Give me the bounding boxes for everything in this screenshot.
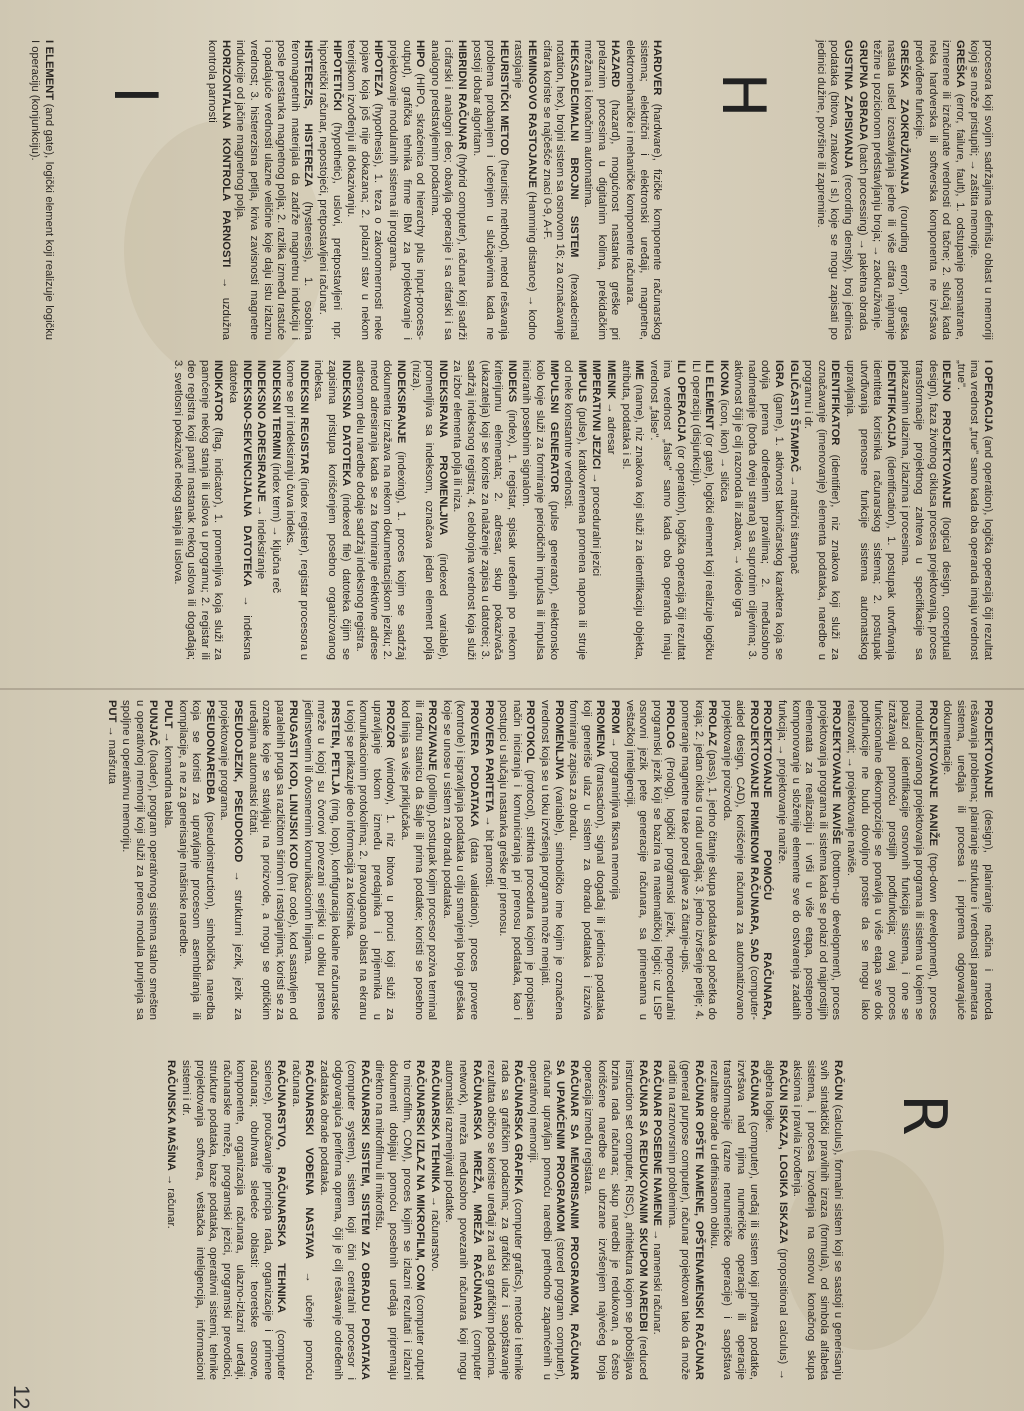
entry-definition: (calculus), formalni sistem koji se sastoji u generisanju svih sintaktički pravilnih izraza (formula), od simbola alfabeta sistema, i procesa izvođenja na osnovu konačnog skupa aksioma i pravila izvođenja. xyxy=(791,1060,844,1380)
dictionary-entry xyxy=(622,700,676,1020)
entry-definition: (identifier), niz znakova koji služi za označavanje (imenovanje) elementa podataka, naredbe u programu i dr. xyxy=(802,360,842,660)
entry-definition: (computer system), sistem koji čini centralni procesor i odgovarajuća periferna oprema, čiji je cilj rešavanje određenih zadataka obrade podataka. xyxy=(318,1060,358,1380)
dictionary-entry xyxy=(566,700,607,1020)
dictionary-entry xyxy=(618,360,645,660)
entry-term: PROZOR xyxy=(384,700,397,748)
dictionary-entry xyxy=(160,700,174,1020)
entry-term: PULT xyxy=(161,700,174,729)
entry-term: GRUPNA OBRADA xyxy=(856,40,869,141)
entry-term: PROLOG xyxy=(664,700,677,749)
dictionary-entry xyxy=(28,40,55,340)
dictionary-entry xyxy=(427,40,468,340)
dictionary-entry xyxy=(801,360,842,660)
dictionary-entry xyxy=(911,40,965,340)
entry-term: PRUGASTI KOD, LINIJSKI KOD xyxy=(287,700,300,869)
entry-term: ILI OPERACIJA xyxy=(674,360,687,442)
dictionary-entry xyxy=(561,360,588,660)
entry-definition: (game), 1. aktivnost takmičarskog karaktera koja se odvija prema određenim pravilima; 2. međusobno nadmetanje (borba dveju strana) sa suprotnim ciljevima; 3. aktivnost čiji je cilj razonoda ili zabava; → video igra xyxy=(732,360,786,660)
entry-term: IMPULSNI GENERATOR xyxy=(547,360,560,493)
entry-term: HEKSADECIMALNI BROJNI SISTEM xyxy=(567,40,580,258)
text-column-2 xyxy=(39,360,994,660)
entry-term: HORIZONTALNA KONTROLA PARNOSTI xyxy=(219,40,232,268)
entry-definition: (design), planiranje načina i metoda rešavanja problema; planiranje strukture i vrednosti parametara sistema, uređaja ili procesa i priprema odgovarajuće dokumentacije. xyxy=(941,700,994,1021)
entry-term: INDEKSNO-SEKVENCIJALNA DATOTEKA xyxy=(240,360,253,587)
entry-term: IKONA xyxy=(717,360,730,397)
dictionary-entry xyxy=(427,1060,441,1380)
entry-term: RAČUNARSKA GRAFIKA xyxy=(512,1060,525,1195)
entry-definition: (index), 1. registar, spisak uređenih po nekom kriterijumu elemenata; 2. adresar, skup pokazivača (ukazatelja) koji se koriste za nalaženje zapisa u datoteci; 3. sadržaj indeksnog registra; 4. celobrojna vrednost koja služi za izbor elementa polja ili niza. xyxy=(451,360,518,661)
entry-term: RAČUNAR OPŠTE NAMENE, OPŠTENAMENSKI RAČUNAR xyxy=(693,1060,706,1380)
entry-definition: (data validation), proces provere (kontrole) i ispravljanja podataka u cilju smanjenja broja grešaka koje se unose u sistem za obradu podataka. xyxy=(440,700,481,1020)
entry-definition: (and gate), logički element koji realizuje logičku I operaciju (konjunkciju). xyxy=(29,40,55,341)
entry-term: INDEKSNI REGISTAR xyxy=(297,360,310,475)
dictionary-entry xyxy=(268,360,282,660)
section-letter: R xyxy=(889,1094,959,1136)
entry-definition: (rounding error), greška nastala usled izostavljanja jedne ili više cifara najmanje težine u pozicionom predstavljanju broja; → zaokruživanje. xyxy=(871,40,911,340)
entry-definition: (indexing), 1. proces kojim se sadržaj dokumenta izražava na nekom dokumentacijskom jeziku; 2. metod adresiranja kada se za formiranje efektivne adrese adresnom delu naredbe dodaje sadržaj indeksnog registra. xyxy=(354,360,408,661)
entry-definition: (flag, indicator), 1. promenljiva koja služi za pamćenje nekog stanja ili uslova u programu; 2. registar ili deo registra koji pamti nastanak nekog uslova ili događaja; 3. svetlosni pokazivač nekog stanja ili uslova. xyxy=(171,360,225,660)
dictionary-entry xyxy=(164,1060,178,1380)
dictionary-entry xyxy=(843,700,938,1020)
entry-definition: (logical design, conceptual design), faza životnog ciklusa procesa projektovanja, proces transformacije projektnog zahteva u specifikacije sa prikazanim ulazima, izlazima i procesima. xyxy=(899,360,953,660)
text-column-4 xyxy=(39,1060,994,1380)
dictionary-entry xyxy=(245,700,299,1020)
entry-term: RAČUNARSKI SISTEM, SISTEM ZA OBRADU PODATAKA xyxy=(358,1060,371,1380)
entry-term: HAZARD xyxy=(609,40,622,88)
dictionary-entry xyxy=(855,40,869,340)
entry-term: IGRA xyxy=(773,360,786,388)
entry-term: RAČUNARSKA MREŽA, MREŽA RAČUNARA xyxy=(470,1060,483,1319)
entry-term: RAČUNARSTVO, RAČUNARSKA TEHNIKA xyxy=(275,1060,288,1313)
entry-term: INDEKSNO ADRESIRANJE xyxy=(255,360,268,502)
dictionary-entry xyxy=(450,360,518,660)
entry-definition: (hexadecimal notation, hex), brojni sistem sa osnovom 16; za označavanje cifara koriste se najčešće znaci 0-9, A-F. xyxy=(540,40,580,340)
entry-term: RAČUNARSKA TEHNIKA xyxy=(428,1060,441,1193)
dictionary-entry xyxy=(790,1060,844,1380)
entry-definition: (icon, ikon) → sličica xyxy=(717,399,730,502)
entry-term: INDEKSNI TERMIN xyxy=(269,360,282,460)
dictionary-entry xyxy=(603,360,617,660)
dictionary-entry xyxy=(581,1060,649,1380)
dictionary-entry xyxy=(300,700,341,1020)
entry-term: PROJEKTOVANJE xyxy=(982,700,994,798)
entry-definition: (Prolog), logički programski jezik, neproceduralni programski jezik koji se bazira na matematičkoj logici; uz LISP osnovni jezik pete generacije računara, sa primenama u veštačkoj inteligenciji. xyxy=(623,700,677,1020)
entry-term: RAČUNAR POSEBNE NAMENE xyxy=(651,1060,664,1226)
dictionary-entry xyxy=(397,700,438,1020)
page-number: 12 xyxy=(9,1385,34,1410)
dictionary-entry xyxy=(385,40,426,340)
entry-definition: (or operation), logička operacija čiji rezultat ima vrednost „false" samo kada oba operanda imaju vrednost „false". xyxy=(647,360,687,661)
entry-term: PROJEKTOVANJE NAVIŠE xyxy=(830,700,843,845)
entry-term: PUNJAČ xyxy=(147,700,160,747)
entry-term: PUT xyxy=(105,700,118,723)
entry-definition: (computer science), proučavanje principa rada, organizacije i primene računara; obuhvata sledeće oblasti: teoretske osnove, komponente, organizacija računara, ulazno-izlazni uređaji, računarske mreže, programski jezici, programski prevodioci, strukture podataka, baze podataka, operativni sistemi, tehnike projektovanja softvera, veštačka inteligencija, informacioni sistemi i dr. xyxy=(180,1060,288,1380)
dictionary-entry xyxy=(761,1060,788,1380)
entry-definition: (hypothetic), uslovi, pretpostavljeni npr. hipotetički računar, nepostojeći, pretpostavljeni računar. xyxy=(317,40,343,340)
entry-definition: → proceduralni jezici xyxy=(590,472,603,577)
entry-definition: (index register), registar procesora u kome se pri indeksiranju čuva indeks. xyxy=(284,360,310,660)
entry-term: INDEKSNA DATOTEKA xyxy=(339,360,352,487)
dictionary-entry xyxy=(496,700,537,1020)
entry-definition: (bottom-up development), proces projektovanja programa ili sistema kada se polazi od najprostijih elemenata za realizaciju i vrši u više etapa, postepeno komponovanje u složenije elemente sve do ostvarenja zadatih funkcija; → projektovanje naniže. xyxy=(776,700,843,1021)
entry-term: GUSTINA ZAPISIVANJA xyxy=(842,40,855,169)
entry-term: HIPOTETIČKI xyxy=(330,40,343,111)
dictionary-entry xyxy=(525,1060,579,1380)
dictionary-entry xyxy=(175,700,216,1020)
entry-definition: (batch processing) → paketna obrada xyxy=(856,143,869,331)
dictionary-entry xyxy=(316,1060,370,1380)
entry-term: IDEJNO PROJEKTOVANJE xyxy=(940,360,953,509)
entry-term: IMPULS xyxy=(575,360,588,403)
entry-definition: → uzdužna kontrola parnosti xyxy=(206,40,232,341)
entry-definition: (computer-aided design, CAD), korišćenje računara za automatizovano projektovanje proizvoda. xyxy=(720,700,760,1020)
entry-definition: (hazard), mogućnost nastanka greške pri prelaznim procesima u digitalnim kolima, prekidačkim mrežama i konačnim automatima. xyxy=(582,40,622,341)
dictionary-entry xyxy=(953,360,994,660)
dictionary-entry xyxy=(519,360,560,660)
entry-term: PROJEKTOVANJE POMOĆU RAČUNARA, PROJEKTOVANJE PRIMENOM RAČUNARA, SAD xyxy=(747,700,774,1020)
entry-term: IDENTIFIKACIJA xyxy=(884,360,897,449)
dictionary-entry xyxy=(940,700,994,1020)
entry-term: RAČUN xyxy=(832,1060,844,1101)
dictionary-entry xyxy=(664,1060,705,1380)
dictionary-entry xyxy=(225,360,252,660)
entry-term: PROMENA xyxy=(594,700,607,758)
entry-term: RAČUNARSKI VOĐENA NASTAVA xyxy=(303,1060,316,1259)
dictionary-entry xyxy=(315,40,342,340)
dictionary-entry xyxy=(442,1060,483,1380)
dictionary-entry xyxy=(119,700,160,1020)
entry-term: IDENTIFIKATOR xyxy=(829,360,842,446)
dictionary-entry xyxy=(688,360,715,660)
dictionary-entry xyxy=(898,360,952,660)
dictionary-entry xyxy=(786,360,800,660)
dictionary-entry xyxy=(372,1060,426,1380)
dictionary-entry xyxy=(233,40,315,340)
dictionary-entry xyxy=(344,40,385,340)
entry-term: PROTOKOL xyxy=(524,700,537,764)
entry-definition: procesora koji svojim sadržajima definišu oblast u memoriji kojoj se može pristupiti; → zaštita memorije. xyxy=(968,40,994,340)
text-column-1 xyxy=(29,40,994,341)
dictionary-entry xyxy=(650,1060,664,1380)
entry-definition: (computer), uređaj ili sistem koji prihvata podatke, izvršava nad njima numeričke operacije ili operacije transformacije (razne nenumeričke operacije) i saopštava rezultate obrade u definisanom obliku. xyxy=(707,1060,761,1380)
entry-definition: → računarstvo. xyxy=(428,1195,441,1272)
dictionary-entry xyxy=(706,1060,760,1380)
entry-term: INDIKATOR xyxy=(212,360,225,422)
section-letter: H xyxy=(708,72,779,118)
entry-term: PROJEKTOVANJE NANIŽE xyxy=(926,700,939,847)
dictionary-entry xyxy=(537,700,564,1020)
dictionary-entry xyxy=(439,700,480,1020)
dictionary-entry xyxy=(511,40,538,340)
dictionary-entry xyxy=(170,360,224,660)
entry-term: I OPERACIJA xyxy=(982,360,994,433)
dictionary-entry xyxy=(104,700,118,1020)
dictionary-entry xyxy=(481,700,495,1020)
dictionary-entry xyxy=(719,700,773,1020)
entry-definition: (top-down development), proces modularizovanog projektovanja programa ili sistema u kojem se polazi od identifikacije osnovnih funkcija sistema, i one se izražavaju pomoću prostijih podfunkcija; ovaj proces funkcionalne dekompozicije se ponavlja u više etapa sve dok podfunkcije ne budu dovoljno proste da se mogu lako realizovati; → projektovanje naviše. xyxy=(845,700,939,1020)
dictionary-entry xyxy=(283,360,310,660)
entry-definition: (transaction), signal događaj ili jedinica podataka koji generiše ulaz u sistem za obradu podataka i izaziva formiranje zapisa za obradu. xyxy=(567,700,607,1021)
dictionary-entry xyxy=(179,1060,288,1380)
dictionary-entry xyxy=(539,40,580,340)
dictionary-entry xyxy=(842,360,896,660)
entry-definition: → komandna tabla. xyxy=(161,731,174,829)
entry-definition: (window), 1. niz bitova u poruci koji služi za upravljanje tokom između predajnika i prijemnika u komunikacionim protokolima; 2. pravougaona oblast na ekranu u kojoj se prikazuje deo informacija za korisnika. xyxy=(343,700,397,1020)
entry-definition: (bar code), kod sastavljen od paralelnih pruga sa različitom širinom i rastojanjima; koristi se za oznake koje se stavljaju na proizvode, a mogu se optičkim uređajima automatski čitati. xyxy=(246,700,300,1021)
entry-definition: (computer network), mreža međusobno povezanih računara koji mogu automatski razmenjivati podatke. xyxy=(443,1060,483,1380)
entry-definition: (hypothesis), 1. teza o zakonomernosti neke pojave koja još nije dokazana; 2. polazni stav u nekom teorijskom izvođenju ili dokazivanju. xyxy=(345,40,385,340)
entry-definition: (protocol), striktna procedura kojom je propisan način iniciranja i komuniciranja pri prenosu podataka, kao i postupci u slučaju nastanka greške pri prenosu. xyxy=(497,700,537,1020)
entry-term: RAČUN ISKAZA, LOGIKA ISKAZA xyxy=(776,1060,789,1244)
entry-definition: (ring, loop), konfiguracija lokalne računarske mreže u kojoj su čvorovi povezani serijski u obliku prstena jedinstvenim ili dvosmernim komunikacionim linijama. xyxy=(301,700,342,1020)
entry-definition: → računar. xyxy=(165,1173,178,1229)
entry-definition: (name), niz znakova koji služi za identifikaciju objekta, atributa, podataka i sl. xyxy=(619,360,646,660)
entry-term: PROLAZ xyxy=(706,700,719,746)
dictionary-entry xyxy=(288,1060,315,1380)
dictionary-entry xyxy=(623,40,664,340)
entry-definition: → indeksiranje xyxy=(255,505,268,580)
entry-term: GREŠKA xyxy=(953,40,966,88)
dictionary-entry xyxy=(469,40,510,340)
entry-definition: (propositional calculus) → algebra logike. xyxy=(763,1060,789,1380)
dictionary-entry xyxy=(775,700,843,1020)
entry-term: I ELEMENT xyxy=(42,40,55,101)
entry-term: HEMINGOVO RASTOJANJE xyxy=(525,40,538,188)
dictionary-entry xyxy=(870,40,911,340)
dictionary-entry xyxy=(716,360,730,660)
entry-term: INDEKS xyxy=(505,360,518,403)
entry-definition: (reduced instruction set computer, RISC), arhitektura kojom se pobošljava brzina rada računara; skup naredbi je redukovan, a često korišćene naredbe su ubrzane izvršenjem najvećeg broja operacija između registara. xyxy=(582,1060,649,1380)
entry-definition: → programirljiva fiksna memorija xyxy=(608,736,621,900)
entry-term: RAČUNAR xyxy=(748,1060,761,1117)
entry-definition: → učenje pomoću računara. xyxy=(289,1060,316,1380)
entry-definition: (polling), postupak kojim procesor poziva terminal ili radnu stanicu da šalje ili prima podatke; koristi se posebno kod linija sa više priključaka. xyxy=(399,700,439,1020)
entry-term: RAČUNSKA MAŠINA xyxy=(165,1060,178,1171)
entry-definition: (index term) → ključna reč xyxy=(269,462,282,594)
entry-definition: → indeksna datoteka xyxy=(226,360,253,660)
entry-term: INDEKSIRANA PROMENLJIVA xyxy=(436,360,449,536)
dictionary-entry xyxy=(813,40,854,340)
entry-term: PRSTEN, PETLJA xyxy=(329,700,342,795)
entry-term: RAČUNAR SA MEMORISANIM PROGRAMOM, RAČUNAR SA UPAMĆENIM PROGRAMOM xyxy=(554,1060,580,1380)
dictionary-entry xyxy=(311,360,352,660)
entry-definition: → maršruta xyxy=(105,725,118,784)
entry-term: HARDVER xyxy=(651,40,664,96)
entry-term: RAČUNARSKI IZLAZ NA MIKROFILM, COM xyxy=(414,1060,427,1291)
entry-definition: (recording density), broj jedinica podataka (bitova, znakova i sl.) koje se mogu zapisati po jedinici dužine, površine ili zapremine. xyxy=(814,40,855,340)
entry-definition: → adresar xyxy=(604,402,617,455)
entry-term: PROMENLJIVA xyxy=(552,700,565,780)
dictionary-entry xyxy=(353,360,407,660)
entry-definition: (indexed file) datoteka čijim se zapisima pristupa korišćenjem posebno organizovanog indeksa. xyxy=(312,360,352,660)
dictionary-entry xyxy=(646,360,687,660)
dictionary-entry xyxy=(484,1060,525,1380)
entry-definition: (hysteresis), 1. osobina feromagnetnih materijala da zadrže magnetnu indukciju i posle prestanka magnetnog polja; 2. razlika između rastuće i opadajuće vrednosti ulazne veličine koje daju istu izlaznu vrednost; 3. histerezisna petlja, kriva zavisnosti magnetne indukcije od jačine magnetnog polja. xyxy=(234,40,315,340)
dictionary-entry xyxy=(581,40,622,340)
entry-term: IMPERATIVNI JEZICI xyxy=(590,360,603,470)
entry-term: PSEUDONAREDBA xyxy=(203,700,216,804)
entry-definition: (heuristic method), metod rešavanja problema probanjem i učenjem u slučajevima kada ne postoji dobar algoritam. xyxy=(470,40,510,341)
entry-definition: (pass), 1. jedno čitanje skupa podataka od početka do kraja; 2. jedan ciklus u radu uređaja; 3. jedno izvršenje petlje; 4. pomeranje magnetne trake pored glave za čitanje-upis. xyxy=(678,700,719,1021)
entry-definition: (hybrid computer), računar koji sadrži i cifarski i analogni deo; obavlja operacije i sa cifarski i sa analogno predstavljenim podacima. xyxy=(428,40,468,340)
entry-term: IMENIK xyxy=(604,360,617,400)
entry-definition: (stored program computer), računar upravljan pomoću naredbi prethodno zapamćenih u operativnoj memoriji. xyxy=(526,1060,567,1380)
entry-definition: (identification), 1. postupak utvrđivanja identiteta korisnika računarskog sistema; 2. postupak utvrđivanja prenosne funkcije sistema automatskog upravljanja. xyxy=(844,360,897,661)
dictionary-entry xyxy=(342,700,396,1020)
entry-definition: → namenski računar. xyxy=(651,1229,664,1335)
dictionary-entry xyxy=(254,360,268,660)
dictionary-entry xyxy=(205,40,232,340)
dictionary-entry xyxy=(731,360,785,660)
page-fold xyxy=(0,688,1024,690)
entry-term: RAČUNAR SA REDUKOVANIM SKUPOM NAREDBI xyxy=(636,1060,649,1332)
entry-definition: (general purpose computer), računar projektovan tako da može raditi na raznovrsnim problemima. xyxy=(665,1060,692,1380)
section-letter: I xyxy=(99,86,170,104)
entry-term: PROVERA PARITETA xyxy=(482,700,495,813)
entry-definition: (HIPO, skraćenica od hierarchy plus input-process-output), grafička tehnika firme IBM za projektovanje i projektovanje modularnih sistema ili programa. xyxy=(387,40,427,340)
entry-term: IME xyxy=(633,360,646,380)
entry-term: PROZIVANJE xyxy=(426,700,439,771)
entry-definition: (Hamming distance) → kodno rastojanje xyxy=(512,40,538,341)
entry-term: PROVERA PODATAKA xyxy=(468,700,481,828)
dictionary-entry xyxy=(677,700,718,1020)
entry-term: INDEKSIRANJE xyxy=(395,360,408,444)
entry-term: IGLIČASTI ŠTAMPAČ xyxy=(787,360,800,473)
text-column-3 xyxy=(39,700,994,1020)
entry-definition: (computer output to microfilm, COM), proces kojim se izlazni rezultati i izlazni dokumenti dobijaju pomoću posebnih uređaja pripremaju direktno na mikrofilmu ili mikrofišu. xyxy=(373,1060,427,1381)
entry-term: HIPO xyxy=(414,40,427,68)
dictionary-entry xyxy=(589,360,603,660)
entry-term: ILI ELEMENT xyxy=(703,360,716,430)
entry-definition: (pseudoinstruction), simbolička naredba koja se koristi za upravljanje procesom asembliranja ili kompilacije, a ne za generisanje mašinske naredbe. xyxy=(176,700,216,1021)
entry-definition: (indexed variable), promenljiva sa indeksom, označava jedan element polja (niza). xyxy=(409,360,449,660)
entry-definition: (loader), program operativnog sistema stalno smešten u operativnoj memoriji koji služi za prenos modula punjenja sa spoljne u operativnu memoriju. xyxy=(120,700,160,1020)
entry-term: GREŠKA ZAOKRUŽIVANJA xyxy=(898,40,911,194)
entry-definition: (variable), simboličko ime kojim je označena vrednost koja se u toku izvršenja programa može menjati. xyxy=(539,700,565,1020)
entry-definition: (or gate), logički element koji realizuje logičku ILI operaciju (disjunkciju). xyxy=(689,360,716,660)
entry-term: PROM xyxy=(608,700,621,734)
entry-definition: → bit parnosti. xyxy=(482,815,495,888)
dictionary-entry xyxy=(408,360,449,660)
entry-definition: (pulse), kratkovremena promena napona ili struje od neke konstantne vrednosti. xyxy=(562,360,588,661)
entry-term: HEURISTIČKI METOD xyxy=(497,40,510,156)
entry-term: HIBRIDNI RAČUNAR xyxy=(455,40,468,150)
entry-definition: (pulse generator), elektronsko kolo koje služi za formiranje periodičnih impulsa ili impulsa iniciranih posebnim signalom. xyxy=(520,360,560,660)
entry-definition: → strukturni jezik, jezik za projektovanje programa. xyxy=(218,700,244,1021)
dictionary-entry xyxy=(607,700,621,1020)
entry-definition: → matrični štampač xyxy=(787,475,800,575)
dictionary-entry xyxy=(217,700,244,1020)
entry-definition: (computer grafics), metode i tehnike rada sa grafičkim podacima; za grafički ulaz i saopštavanje rezultata obično se koriste uređaji za rad sa grafičkim podacima. xyxy=(485,1060,525,1380)
entry-term: PSEUDOJEZIK, PSEUDOKOD xyxy=(231,700,244,863)
entry-definition: (hardware), fizičke komponente računarskog sistema; električni i elektronski uređaji, magnetne, elektromehaničke i mehaničke komponente računara. xyxy=(624,40,664,340)
entry-definition: (error, failure, fault), 1. odstupanje posmatrane, izmerene ili izračunate vrednosti od tačne; 2. slučaj kada neka hardverska ili softverska komponenta ne izvršava predviđene funkcije. xyxy=(913,40,966,340)
entry-term: HISTEREZIS, HISTEREZA xyxy=(302,40,315,187)
dictionary-entry xyxy=(967,40,994,340)
entry-term: HIPOTEZA xyxy=(372,40,385,97)
entry-definition: (and operation), logička operacija čiji rezultat ima vrednost „true" samo kada oba operanda imaju vrednost „true". xyxy=(954,360,994,660)
